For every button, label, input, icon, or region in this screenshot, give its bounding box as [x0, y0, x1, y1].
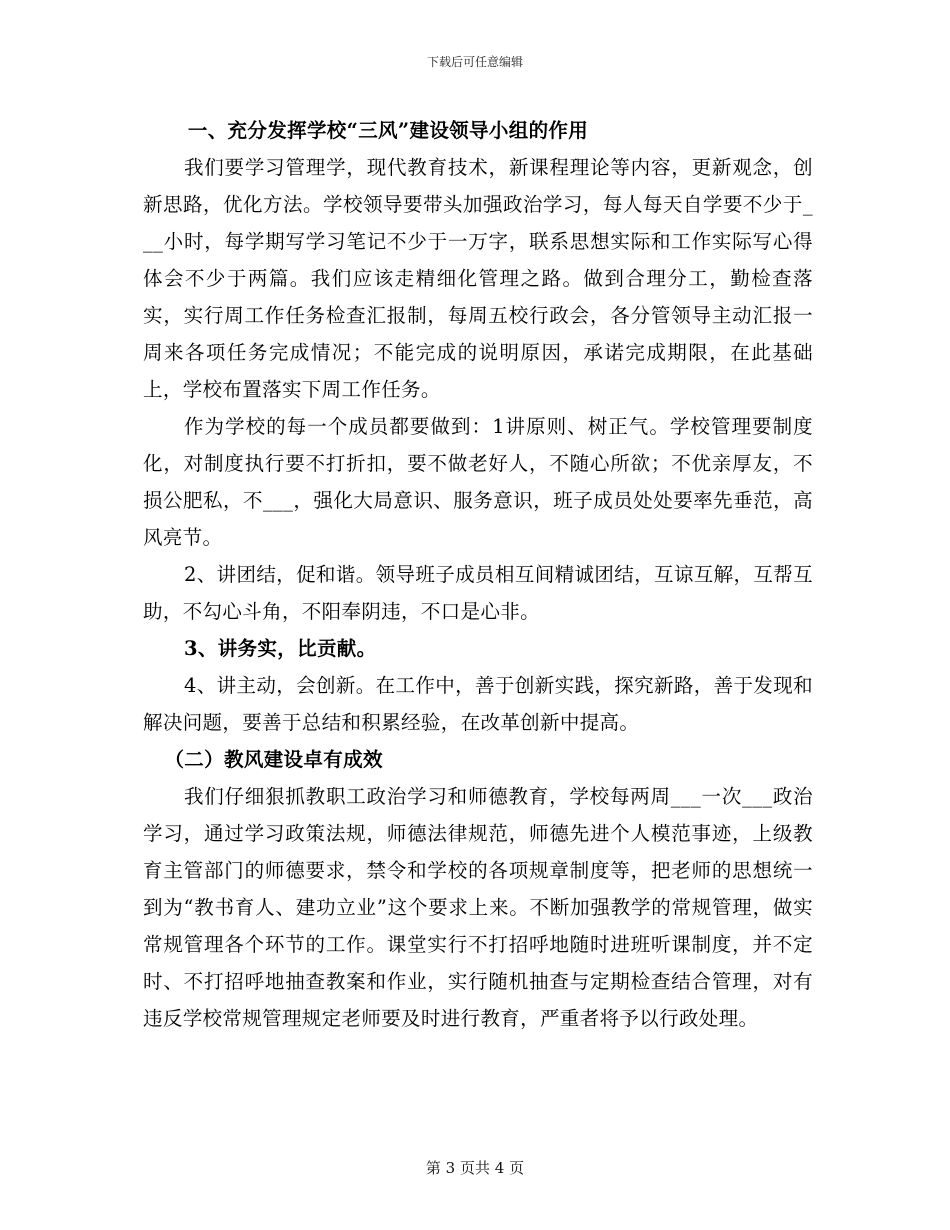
- page-header: 下载后可任意编辑: [426, 55, 523, 69]
- document-body: [143, 112, 813, 1037]
- paragraph-pragmatism: 3、讲务实，比贡献。: [183, 637, 377, 660]
- paragraph-teaching-style: 我们仔细狠抓教职工政治学习和师德教育，学校每两周___一次___政治学习，通过学习政策法规，师德法律规范，师德先进个人模范事迹，上级教育主管部门的师德要求，禁令和学校的各项规章制度等，把老师的思想统一到为“教书育人、建功立业”这个要求上来。不断加强教学的常规管理，做实常规管理各个环节的工作。课堂实行不打招呼地随时进班听课制度，并不定时、不打招呼地抽查教案和作业，实行随机抽查与定期检查结合管理，对有违反学校常规管理规定老师要及时进行教育，严重者将予以行政处理。: [143, 785, 813, 1030]
- section-heading: 一、充分发挥学校“三风”建设领导小组的作用: [187, 119, 589, 142]
- paragraph-unity: 2、讲团结，促和谐。领导班子成员相互间精诚团结，互谅互解，互帮互助，不勾心斗角，不阳奉阴违，不口是心非。: [143, 563, 813, 623]
- paragraph-innovation: 4、讲主动，会创新。在工作中，善于创新实践，探究新路，善于发现和解决问题，要善于总结和积累经验，在改革创新中提高。: [143, 674, 813, 734]
- page-footer: 第 3 页共 4 页: [425, 1159, 525, 1177]
- paragraph-study: 我们要学习管理学，现代教育技术，新课程理论等内容，更新观念，创新思路，优化方法。学校领导要带头加强政治学习，每人每天自学要不少于___小时，每学期写学习笔记不少于一万字，联系思想实际和工作实际写心得体会不少于两篇。我们应该走精细化管理之路。做到合理分工，勤检查落实，实行周工作任务检查汇报制，每周五校行政会，各分管领导主动汇报一周来各项任务完成情况；不能完成的说明原因，承诺完成期限，在此基础上，学校布置落实下周工作任务。: [143, 156, 813, 401]
- paragraph-principles: 作为学校的每一个成员都要做到：1讲原则、树正气。学校管理要制度化，对制度执行要不打折扣，要不做老好人，不随心所欲；不优亲厚友，不损公肥私，不___，强化大局意识、服务意识，班子成员处处要率先垂范，高风亮节。: [143, 415, 813, 549]
- subsection-heading: （二）教风建设卓有成效: [164, 748, 383, 771]
